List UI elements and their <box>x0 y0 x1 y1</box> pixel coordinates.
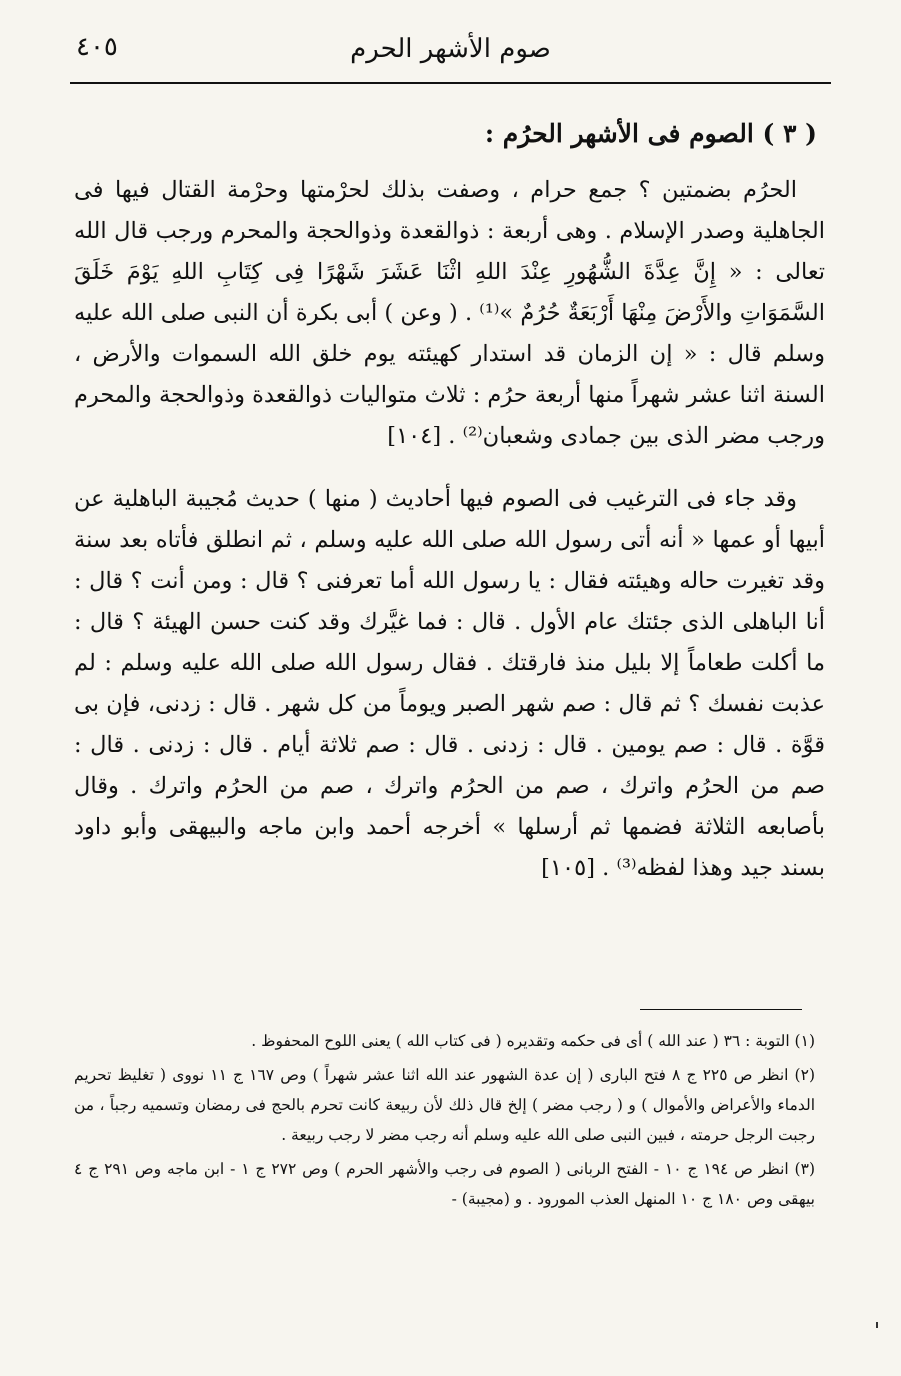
scan-mark <box>876 1322 878 1328</box>
page-header <box>70 28 831 76</box>
footnote-1: (١) التوبة : ٣٦ ( عند الله ) أى فى حكمه وتقديره ( فى كتاب الله ) يعنى اللوح المحفوظ . <box>251 1032 815 1050</box>
footnotes <box>74 1026 815 1218</box>
footnote-2: (٢) انظر ص ٢٢٥ ج ٨ فتح البارى ( إن عدة الشهور عند الله اثنا عشر شهراً ) وص ١٦٧ ج ١١ نووى ( تغليظ تحريم الدماء والأعراض والأموال ) و ( رجب مضر ) إلخ قال ذلك لأن ربيعة كانت تحرم بالحج فى رمضان وتسميه رجباً ، من رجبت الرجل حرمته ، فبين النبى صلى الله عليه وسلم أنه رجب مضر لا رجب ربيعة . <box>74 1066 815 1144</box>
section-title: ( ٣ ) الصوم فى الأشهر الحرُم : <box>484 119 817 148</box>
main-text <box>74 112 825 889</box>
running-title: صوم الأشهر الحرم <box>350 34 551 64</box>
footnote-rule <box>640 1009 802 1010</box>
paragraph: الحرُم بضمتين ؟ جمع حرام ، وصفت بذلك لحرْمتها وحرْمة القتال فيها فى الجاهلية وصدر الإسلام . وهى أربعة : ذوالقعدة وذوالحجة والمحرم ورجب قال الله تعالى : « إِنَّ عِدَّةَ الشُّهُورِ عِنْدَ اللهِ اثْنَا عَشَرَ شَهْرًا فِى كِتَابِ اللهِ يَوْمَ خَلَقَ السَّمَوَاتِ والأَرْضَ مِنْهَا أَرْبَعَةٌ حُرُمٌ »⁽¹⁾ . ( وعن ) أبى بكرة أن النبى صلى الله عليه وسلم قال : « إن الزمان قد استدار كهيئته يوم خلق الله السموات والأرض ، السنة اثنا عشر شهراً منها أربعة حرُم : ثلاث متواليات ذوالقعدة وذوالحجة والمحرم ورجب مضر الذى بين جمادى وشعبان⁽²⁾ . [١٠٤] <box>74 177 825 449</box>
paragraph: وقد جاء فى الترغيب فى الصوم فيها أحاديث ( منها ) حديث مُجيبة الباهلية عن أبيها أو عمها « أنه أتى رسول الله صلى الله عليه وسلم ، ثم انطلق فأتاه بعد سنة وقد تغيرت حاله وهيئته فقال : يا رسول الله أما تعرفنى ؟ قال : ومن أنت ؟ قال : أنا الباهلى الذى جئتك عام الأول . قال : فما غيَّرك وقد كنت حسن الهيئة ؟ قال : ما أكلت طعاماً إلا بليل منذ فارقتك . فقال رسول الله صلى الله عليه وسلم : لم عذبت نفسك ؟ ثم قال : صم شهر الصبر ويوماً من كل شهر . قال : زدنى، فإن بى قوَّة . قال : صم يومين . قال : زدنى . قال : صم ثلاثة أيام . قال : زدنى . قال : صم من الحرُم واترك ، صم من الحرُم واترك ، صم من الحرُم واترك . وقال بأصابعه الثلاثة فضمها ثم أرسلها » أخرجه أحمد وابن ماجه والبيهقى وأبو داود بسند جيد وهذا لفظه⁽³⁾ . [١٠٥] <box>74 486 825 881</box>
footnote-3: (٣) انظر ص ١٩٤ ج ١٠ - الفتح الربانى ( الصوم فى رجب والأشهر الحرم ) وص ٢٧٢ ج ١ - ابن ماجه وص ٢٩١ ج ٤ بيهقى وص ١٨٠ ج ١٠ المنهل العذب المورود . و (مجيبة) - <box>74 1160 815 1208</box>
header-rule <box>70 82 831 84</box>
page-number: ٤٠٥ <box>76 32 118 62</box>
